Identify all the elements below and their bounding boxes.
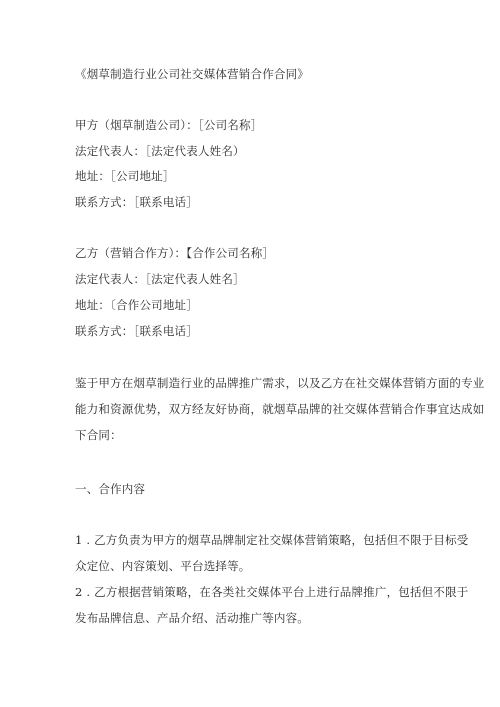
document-title: 《烟草制造行业公司社交媒体营销合作合同》 bbox=[75, 67, 309, 81]
party-b-contact: 联系方式：［联系电话］ bbox=[75, 324, 198, 338]
clause-line: 1 . 乙方负责为甲方的烟草品牌制定社交媒体营销策略，包括但不限于目标受 bbox=[75, 533, 469, 547]
party-b-address: 地址：〔合作公司地址］ bbox=[75, 298, 198, 312]
preamble-line: 能力和资源优势，双方经友好协商，就烟草品牌的社交媒体营销合作事宜达成如 bbox=[75, 402, 485, 416]
party-b-legal-rep: 法定代表人：［法定代表人姓名］ bbox=[75, 272, 245, 286]
preamble-line: 下合同： bbox=[75, 428, 122, 442]
clause-line: 众定位、内容策划、平台选择等。 bbox=[75, 559, 251, 573]
party-b-heading: 乙方（营销合作方）：【合作公司名称］ bbox=[75, 246, 275, 260]
party-a-heading: 甲方（烟草制造公司）：［公司名称］ bbox=[75, 118, 263, 132]
preamble-line: 鉴于甲方在烟草制造行业的品牌推广需求，以及乙方在社交媒体营销方面的专业 bbox=[75, 376, 485, 390]
party-a-legal-rep: 法定代表人：［法定代表人姓名） bbox=[75, 144, 245, 158]
section-heading: 一、合作内容 bbox=[75, 482, 146, 496]
clause-line: 2 . 乙方根据营销策略，在各类社交媒体平台上进行品牌推广，包括但不限于 bbox=[75, 585, 469, 599]
party-a-address: 地址：［公司地址］ bbox=[75, 169, 175, 183]
clause-line: 发布品牌信息、产品介绍、活动推广等内容。 bbox=[75, 611, 309, 625]
party-a-contact: 联系方式：［联系电话］ bbox=[75, 195, 198, 209]
